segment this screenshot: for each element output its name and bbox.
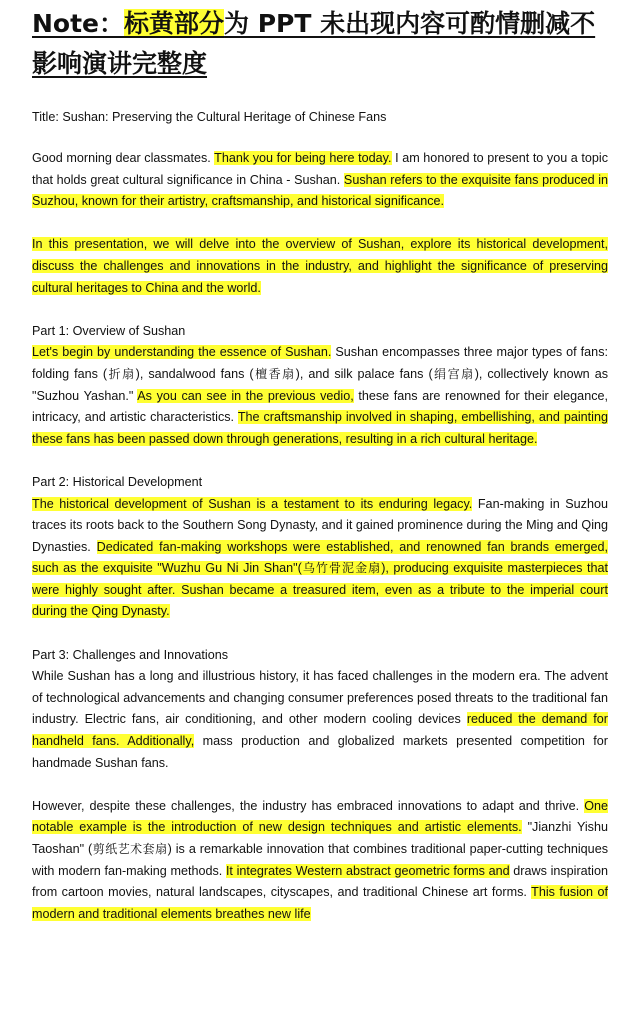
chinese-term: 檀香扇: [253, 366, 296, 381]
highlighted-text: reduced the demand for handheld fans. Additionally,: [32, 712, 608, 749]
part2-paragraph: [32, 494, 608, 624]
highlighted-text: The craftsmanship involved in shaping, embellishing, and painting these fans has been passed down through generations, resulting in a rich cultural heritage.: [32, 410, 608, 446]
text-segment: ) is a remarkable innovation that combines traditional paper-cutting techniques with modern fan-making methods.: [32, 842, 608, 878]
text-segment: ), collectively known as "Suzhou Yashan.": [32, 366, 608, 403]
text-segment: these fans are renowned for their elegance, intricacy, and artistic characteristics.: [32, 388, 608, 425]
highlighted-text: Dedicated fan-making workshops were established, and renowned fan brands emerged, such as the exquisite "Wuzhu Gu Ni Jin Shan"(: [32, 539, 608, 576]
part3-paragraph: [32, 666, 608, 774]
highlighted-text: This fusion of modern and traditional elements breathes new life: [32, 885, 608, 921]
text-segment: While Sushan has a long and illustrious history, it has faced challenges in the modern era. The advent of technological advancements and changing consumer preferences posed threats to the traditional fan industry. Electric fans, air conditioning, and other modern cooling devices: [32, 669, 608, 727]
text-segment: "Jianzhi Yishu Taoshan" (: [32, 820, 608, 856]
highlighted-text: Thank you for being here today.: [214, 151, 392, 165]
highlighted-text: Let's begin by understanding the essence of Sushan.: [32, 345, 332, 360]
part1-heading: Part 1: Overview of Sushan: [32, 323, 186, 338]
text-segment: Fan-making in Suzhou traces its roots back to the Southern Song Dynasty, and it gained prominence during the Ming and Qing Dynasties.: [32, 496, 608, 554]
chinese-term: 乌竹骨泥金扇: [301, 561, 382, 576]
part1-paragraph: [32, 342, 608, 450]
chinese-term: 剪纸艺术套扇: [92, 842, 168, 856]
text-segment: Sushan encompasses three major types of fans: folding fans (: [32, 345, 608, 381]
highlighted-text: One notable example is the introduction of new design techniques and artistic elements.: [32, 798, 608, 835]
highlighted-text: Sushan refers to the exquisite fans produced in Suzhou, known for their artistry, craftsmanship, and historical significance.: [32, 172, 609, 209]
note-prefix: Note：: [32, 9, 125, 38]
text-segment: mass production and globalized markets presented competition for handmade Sushan fans.: [32, 734, 608, 770]
document-title: Title: Sushan: Preserving the Cultural Heritage of Chinese Fans: [32, 110, 387, 124]
innovation-paragraph: [32, 796, 608, 926]
editor-note: [32, 4, 608, 84]
text-segment: ), and silk palace fans (: [295, 366, 433, 381]
chinese-term: 绢宫扇: [432, 366, 475, 381]
highlighted-text: As you can see in the previous vedio,: [137, 388, 354, 403]
chinese-term: 折扇: [107, 366, 136, 381]
intro-paragraph: [32, 148, 608, 213]
text-segment: ), sandalwood fans (: [135, 366, 254, 381]
highlighted-text: ), producing exquisite masterpieces that were highly sought after. Sushan became a treasured item, even as a tribute to the imperial court during the Qing Dynasty.: [32, 561, 608, 619]
text-segment: I am honored to present to you a topic that holds great cultural significance in China - Sushan.: [32, 151, 609, 187]
part3-heading: Part 3: Challenges and Innovations: [32, 647, 229, 662]
text-segment: However, despite these challenges, the industry has embraced innovations to adapt and thrive.: [32, 798, 585, 813]
highlighted-text: The historical development of Sushan is a testament to its enduring legacy.: [32, 496, 473, 511]
highlighted-text: It integrates Western abstract geometric forms and: [225, 863, 510, 878]
text-segment: Good morning dear classmates.: [32, 151, 215, 165]
part2-heading: Part 2: Historical Development: [32, 474, 203, 489]
note-suffix: 为 PPT 未出现内容可酌情删减不影响演讲完整度: [32, 9, 596, 78]
note-highlight: 标黄部分: [124, 9, 225, 38]
highlighted-text: In this presentation, we will delve into the overview of Sushan, explore its historical development, discuss the challenges and innovations in the industry, and highlight the significance of preserving cultural heritages to China and the world.: [32, 237, 608, 295]
text-segment: draws inspiration from cartoon movies, natural landscapes, cityscapes, and traditional Chinese art forms.: [32, 863, 608, 900]
overview-paragraph: [32, 234, 608, 299]
